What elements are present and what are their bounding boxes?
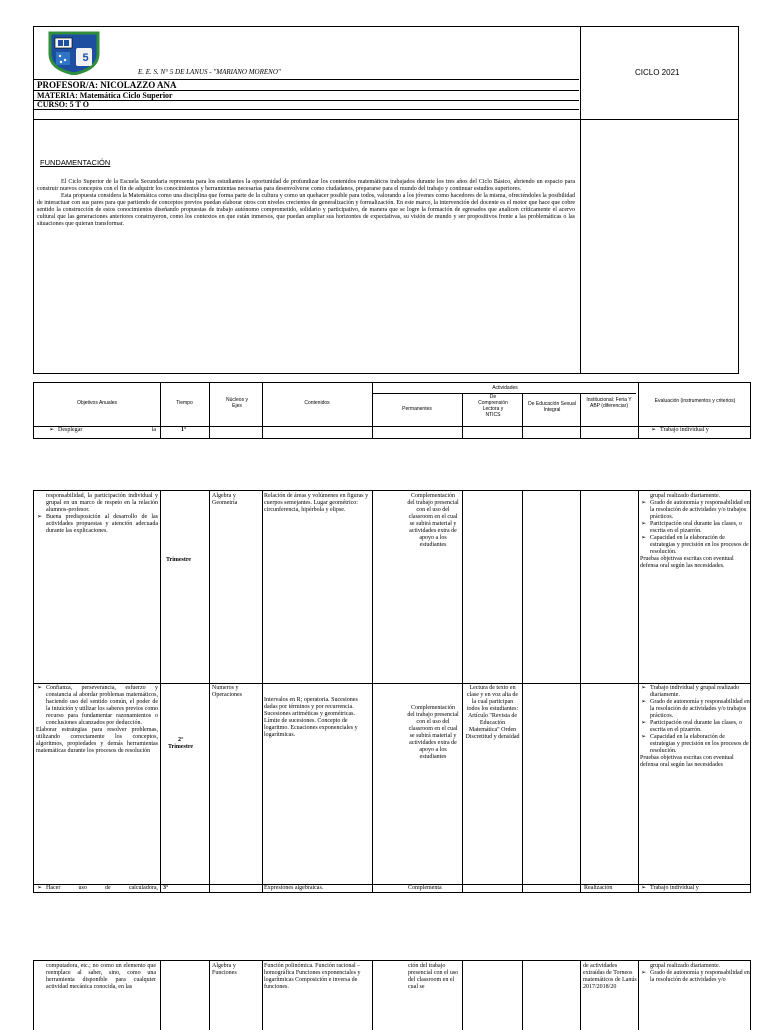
logo-number: 5 [82,52,89,64]
fundamentacion-body [37,179,575,228]
col-institucional: Institucional: Feria Y ABP (diferenciar) [586,397,632,409]
curso-label: CURSO: 5 T O [37,100,89,109]
eval-item: ➢ Participación oral durante las clases, o escrita en el pizarrón. [650,521,750,535]
p3-evaluacion: grupal realizado diariamente. ➢ Grado de autonomía y responsabilidad en la resolución de actividades y/o [640,963,750,984]
fundamentacion-paragraph-2: Esta propuesta considera la Matemática como una disciplina que forma parte de la cultura y como un quehacer posible para todos, valorando a los jóvenes como hacedores de la misma, ofreciéndoles la posibilidad de interactuar con sus pares para que partiendo de conceptos previos puedan elaborar otros con niveles crecientes de generalización y formalización. En este marco, la intervención del docente es el motor que hace que cobre sentido la construcción de estos conocimientos diseñando propuestas de trabajo autónomo comprometido, solidario y participativo, de manera que se logre la formación de egresados que analicen críticamente el acervo cultural que las generaciones anteriores construyeron, como los contextos en que están inmersos, que puedan ampliar sus horizontes de expectativas, su visión de mundo y ser propositivos frente a las problemáticas o las situaciones que quieran transformar. [37,193,575,227]
row1-objetivo-start: ➢ Desplegar la [48,427,156,434]
fundamentacion-paragraph-1: El Ciclo Superior de la Escuela Secundaria representa para los estudiantes la oportunidad de profundizar los contenidos matemáticos trabajados durante los tres años del Ciclo Básico, abriendo un espacio para construir nuevos conceptos con el fin de adquirir los conocimientos y herramientas necesarias para desenvolverse como ciudadanos, prepararse para el mundo del trabajo y continuar estudios superiores. [37,179,575,192]
ciclo-label: CICLO 2021 [635,68,680,77]
p2-row2-evaluacion: ➢ Trabajo individual y grupal realizado diariamente. ➢ Grado de autonomía y responsabilidad en la resolución de actividades y/o trabajos prácticos. ➢ Participación oral durante las clases, o escrita en el pizarrón. ➢ Capacidad en la elaboración de estrategias y precisión en los procesos de resolución. Pruebas objetivas escritas con eventual defensa oral según las necesidades [640,685,750,769]
row1-evaluacion-start: ➢ Trabajo individual y [650,427,750,434]
p2-row3-institucional: Realización [584,885,613,891]
p2-row3-objetivo: ➢ Hacer uso de calculadora, [36,885,158,892]
row1-tiempo: 1° [181,427,187,433]
p3-nucleo: Algebra y Funciones [212,963,237,976]
p2-row2-objetivos: ➢ Confianza, perseverancia, esfuerzo y constancia al abordar problemas matemáticos, haciendo uso del sentido común, el poder de la intuición y utilizar los saberes previos como recurso para fundamentar razonamientos o conclusiones alcanzados por deducción. Elaborar estrategias para resolver problemas, utilizando correctamente los conceptos, algoritmos, propiedades y demás herramientas matemáticas durante los procesos de resolución [36,685,158,755]
col-objetivos: Objetivos Anuales [76,400,118,406]
col-comprension: De Comprensión Lectora y NTICS [478,394,508,418]
p2-row3-tiempo: 3° [163,885,169,891]
plan-table-page3 [33,960,751,1030]
eval-item: ➢ Participación oral durante las clases, o escrita en el pizarrón. [650,720,750,734]
col-permanentes: Permanentes [402,406,432,412]
eval-item: ➢ Capacidad en la elaboración de estrategias y precisión en los procesos de resolución. [650,535,750,556]
p2-row1-objetivos: responsabilidad, la participación individual y grupal en un marco de respeto en la relación alumnos-profesor. ➢ Buena predisposición al desarrollo de las actividades propuestas y atención adecuada durante las explicaciones. [36,493,158,535]
eval-item: ➢ Grado de autonomía y responsabilidad en la resolución de actividades y/o trabajos prácticos. [650,500,750,521]
eval-item: ➢ Grado de autonomía y responsabilidad en la resolución de actividades y/o [650,970,750,984]
eval-item: ➢ Grado de autonomía y responsabilidad en la resolución de actividades y/o trabajos prácticos. [650,699,750,720]
p3-objetivo: computadora, etc.; no como un elemento que reemplace al saber, sino, como una herramienta disponible para cualquier actividad mecánica conocida, en las [46,963,156,990]
p2-row1-evaluacion: grupal realizado diariamente. ➢ Grado de autonomía y responsabilidad en la resolución de actividades y/o trabajos prácticos. ➢ Participación oral durante las clases, o escrita en el pizarrón. ➢ Capacidad en la elaboración de estrategias y precisión en los procesos de resolución. Pruebas objetivas escritas con eventual defensa oral según las necesidades. [640,493,750,570]
p2-row2-tiempo: 2° Trimestre [168,737,194,750]
p2-row3-contenidos: Expresiones algebraicas. [264,885,324,891]
p3-permanentes: ción del trabajo presencial con el uso del classroom en el cual se [408,963,459,990]
school-logo [46,30,102,75]
fundamentacion-title: FUNDAMENTACIÓN [40,158,111,167]
col-actividades: Actividades [492,385,518,391]
p2-row1-permanentes: Complementación del trabajo presencial con el uso del classroom en el cual se subirá material y actividades extra de apoyo a los estudiantes [407,493,459,548]
header-table [33,26,739,374]
col-tiempo: Tiempo [176,400,193,406]
materia-label: MATERIA: Matemática Ciclo Superior [37,91,173,100]
eval-item: ➢ Trabajo individual y grupal realizado diariamente. [650,685,750,699]
p3-institucional: de actividades extraídas de Torneos matemáticos de Lanús 2017/2018/20 [583,963,637,990]
col-esi: De Educación Sexual Integral [528,401,576,413]
p2-row2-comprension: Lectura de texto en clase y en voz alta de la cual participan todos los estudiantes: Artículo "Revista de Educación Matemática" Orden Discretitud y densidad [465,685,520,740]
p2-row3-permanentes: Complementa [408,885,442,891]
school-name: E. E. S. N° 5 DE LANUS - "MARIANO MORENO" [138,68,281,76]
eval-item: ➢ Capacidad en la elaboración de estrategias y precisión en los procesos de resolución. [650,734,750,755]
col-evaluacion: Evaluación (instrumentos y criterios) [654,398,736,404]
p2-row1-tiempo: Trimestre [166,557,192,563]
plan-table-page2 [33,490,751,893]
col-contenidos: Contenidos [304,400,330,406]
p2-row2-permanentes: Complementación del trabajo presencial con el uso del classroom en el cual se subirá material y actividades extra de apoyo a los estudiantes [407,705,459,760]
col-nucleos: Núcleos y Ejes [226,397,248,409]
plan-table-header [33,382,751,439]
p2-row3-evaluacion: ➢ Trabajo individual y [640,885,750,892]
p2-row1-contenidos: Relación de áreas y volúmenes en figuras y cuerpos semejantes. Lugar geométrico: circunferencia, hipérbola y elipse. [264,493,369,513]
p2-row2-nucleo: Numeros y Operaciones [212,685,242,698]
p2-row1-nucleo: Algebra y Geometría [212,493,238,506]
p2-row2-contenidos: Intervalos en R; operatoria. Sucesiones dadas por términos y por recurrencia. Sucesiones aritméticas y geométricas. Límite de sucesiones. Concepto de logaritmo. Ecuaciones exponenciales y logarítmicas. [264,697,358,738]
profesora-label: PROFESOR/A: NICOLAZZO ANA [37,80,177,90]
p3-contenidos: Función polinómica. Función racional – homográfica Funciones exponenciales y logarítmicas Composición e inversa de funciones. [264,963,361,990]
